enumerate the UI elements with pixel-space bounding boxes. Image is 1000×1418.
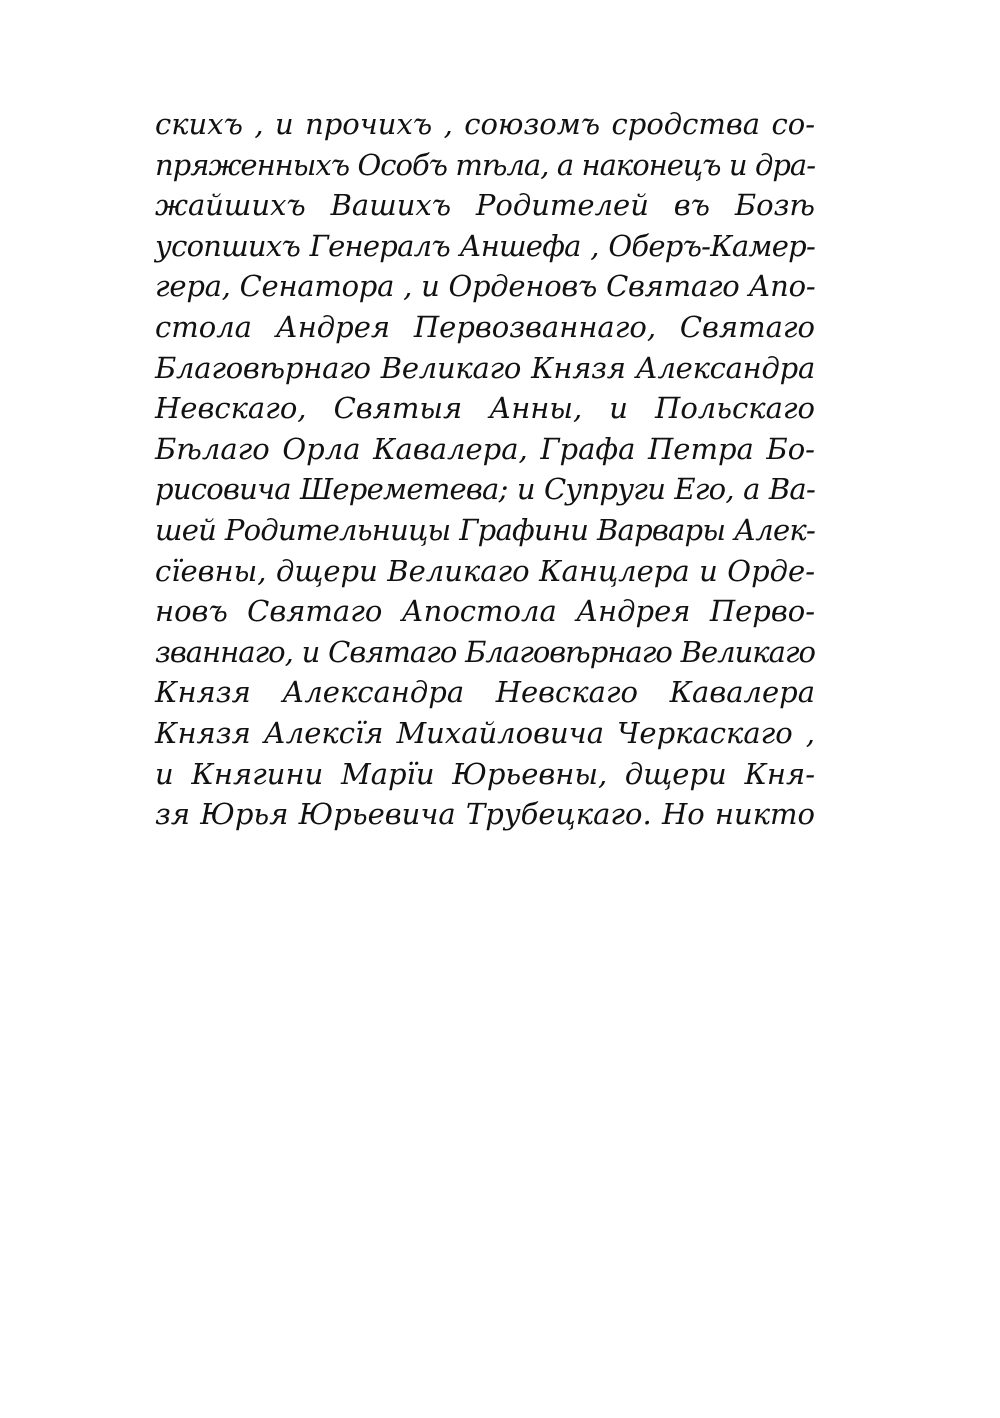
text-line: званнаго, и Святаго Благовѣрнаго Великаго (155, 634, 815, 669)
text-line: Князя Александра Невскаго Кавалера (155, 675, 815, 710)
text-line: новъ Святаго Апостола Андрея Перво- (155, 594, 815, 629)
text-line: Князя Алексїя Михайловича Черкаскаго , (155, 715, 815, 750)
text-line: Благовѣрнаго Великаго Князя Александра (155, 350, 815, 385)
body-text (155, 104, 815, 835)
text-line: зя Юрья Юрьевича Трубецкаго. Но никто (155, 797, 815, 832)
text-line: Невскаго, Святыя Анны, и Польскаго (155, 391, 815, 426)
text-line: и Княгини Марїи Юрьевны, дщери Кня- (155, 756, 815, 791)
text-line: усопшихъ Генералъ Аншефа , Оберъ-Камер- (155, 228, 815, 263)
text-line: сїевны, дщери Великаго Канцлера и Орде- (155, 553, 815, 588)
text-line: гера, Сенатора , и Орденовъ Святаго Апо- (155, 269, 816, 304)
text-line: пряженныхъ Особъ тѣла, а наконецъ и дра- (155, 147, 815, 182)
text-line: шей Родительницы Графини Варвары Алек- (155, 512, 815, 547)
text-line: жайшихъ Вашихъ Родителей въ Бозѣ (155, 188, 815, 223)
text-line: стола Андрея Первозваннаго, Святаго (155, 309, 815, 344)
text-line: скихъ , и прочихъ , союзомъ сродства со- (155, 107, 815, 141)
text-line: рисовича Шереметева; и Супруги Его, а Ва- (155, 472, 815, 507)
text-line: Бѣлаго Орла Кавалера, Графа Петра Бо- (155, 431, 815, 466)
